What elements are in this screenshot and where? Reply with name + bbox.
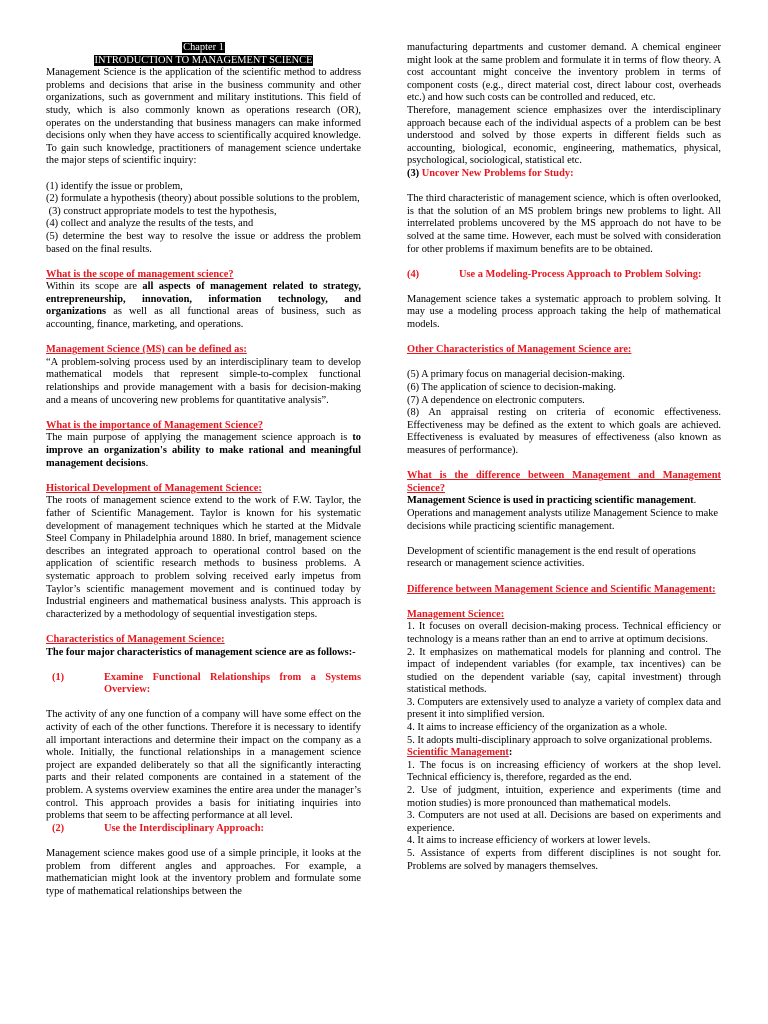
other-item: (7) A dependence on electronic computers. <box>407 394 585 406</box>
characteristic-1-heading: (1) Examine Functional Relationships from a Systems Overview: <box>52 671 361 696</box>
characteristic-2-paragraph: Management science makes good use of a simple principle, it looks at the problem from different angles and approaches. For example, a mathematician might look at the inventory problem and formulate some type of mathematical relationships between the <box>46 848 361 897</box>
scope-paragraph: Within its scope are all aspects of management related to strategy, entrepreneurship, innovation, information technology, and organizations as well as all functional areas of business, such as accounting, finance, marketing, and operations. <box>46 281 361 331</box>
characteristic-1-paragraph: The activity of any one function of a company will have some effect on the activity of each of the other functions. Therefore it is necessary to identify all important interactions and determine their impact on the company as a whole. Initially, the functional relationships in a management science project are expanded deliberately so that all the significantly interacting parts and their related components are contained in a statement of the problem. A systems overview examines the entire area under the manager’s control. This approach provides a basis for initiating inquiries into problems that seem to be affecting performance at all level. <box>46 709 361 822</box>
other-item: (8) An appraisal resting on criteria of economic effectiveness. Effectiveness may be defined as the extent to which goals are achieved. Effectiveness is evaluated by measures of effectiveness (also known as measures of performance). <box>407 407 721 456</box>
characteristics-heading: Characteristics of Management Science: <box>46 633 225 645</box>
difference-heading: What is the difference between Management and Management Science? <box>407 470 721 494</box>
ms-item: 5. It adopts multi-disciplinary approach to solve organizational problems. <box>407 734 713 746</box>
ms-item: 1. It focuses on overall decision-making process. Technical efficiency or technology is a means rather than an end to arrive at optimum decisions. <box>407 621 721 645</box>
step-item: (4) collect and analyze the results of the tests, and <box>46 218 254 230</box>
step-item: (2) formulate a hypothesis (theory) about possible solutions to the problem, <box>46 193 360 205</box>
scientific-management-heading: Scientific Management: <box>407 747 513 759</box>
chapter-title: INTRODUCTION TO MANAGEMENT SCIENCE <box>94 54 313 66</box>
other-characteristics-heading: Other Characteristics of Management Science are: <box>407 344 632 356</box>
sm-item: 2. Use of judgment, intuition, experience and experiments (time and motion studies) is more pronounced than mathematical models. <box>407 785 721 809</box>
history-paragraph: The roots of management science extend to the work of F.W. Taylor, the father of Scientific Management. Taylor is known for his systematic development of management techniques which he started at the Midvale Steel Company in Philadelphia around 1880. In brief, management science describes an integrated approach to operational control based on the application of scientific research methods to business problems. A systematic approach to problem solving received early impetus from Taylor’s scientific management movement and is continued today by Industrial engineers and mathematical business analysts. This approach is characterized by a methodology of sequential investigation steps. <box>46 495 361 620</box>
scope-heading: What is the scope of management science? <box>46 268 234 280</box>
characteristic-3-heading: (3) Uncover New Problems for Study: <box>407 167 574 179</box>
therefore-paragraph: Therefore, management science emphasizes over the interdisciplinary approach because each of the individual aspects of a problem can be best understood and solved by those experts in different fields such as accounting, biological, economic, engineering, mathematics, physical, psychological, sociological, statistical etc. <box>407 104 721 167</box>
characteristic-4-heading: (4) Use a Modeling-Process Approach to Problem Solving: <box>407 268 702 280</box>
characteristic-2-heading: (2) Use the Interdisciplinary Approach: <box>52 822 265 834</box>
history-heading: Historical Development of Management Science: <box>46 482 262 494</box>
characteristic-3-paragraph: The third characteristic of management science, which is often overlooked, is that the solution of an MS problem brings new problems to light. All interrelated problems uncovered by the MS approach do not have to be solved at the same time. However, each must be solved with consideration for other problems if maximum benefits are to be obtained. <box>407 193 721 255</box>
sm-item: 4. It aims to increase efficiency of workers at lower levels. <box>407 835 651 847</box>
importance-paragraph: The main purpose of applying the management science approach is to improve an organization's ability to make rational and meaningful management decisions. <box>46 432 361 469</box>
right-column <box>407 42 721 873</box>
characteristic-2-continued: manufacturing departments and customer demand. A chemical engineer might look at the same problem and formulate it in terms of flow theory. A cost accountant might conceive the inventory problem in terms of component costs (e.g., direct material cost, direct labour cost, overheads etc.) and how such costs can be controlled and reduced, etc. <box>407 42 721 104</box>
importance-heading: What is the importance of Management Science? <box>46 419 264 431</box>
left-column <box>46 42 361 898</box>
definition-paragraph: “A problem-solving process used by an interdisciplinary team to develop mathematical models that represent simple-to-complex functional relationships and provide management with a basis for decision-making and a means of uncovering new problems for quantitative analysis”. <box>46 356 361 406</box>
sm-item: 1. The focus is on increasing efficiency of workers at the shop level. Technical efficiency is, therefore, regarded as the end. <box>407 759 721 784</box>
sm-item: 3. Computers are not used at all. Decisions are based on experiments and experience. <box>407 810 721 834</box>
difference-paragraph: Management Science is used in practicing scientific management. Operations and management analysts utilize Management Science to make decisions while practicing scientific management. <box>407 495 719 532</box>
intro-paragraph: Management Science is the application of the scientific method to address problems and decisions that arise in the business community and other organizations, such as government and military institutions. This field of study, which is also commonly known as operations research (OR), operates on the understanding that business managers can make informed decisions only when they have access to scientifically acquired knowledge. To gain such knowledge, practitioners of management science undertake the major steps of scientific inquiry: <box>46 67 361 167</box>
difference-2-heading: Difference between Management Science and Scientific Management: <box>407 583 716 595</box>
step-item: (3) construct appropriate models to test the hypothesis, <box>46 205 277 217</box>
step-item: (1) identify the issue or problem, <box>46 180 183 192</box>
characteristic-4-paragraph: Management science takes a systematic approach to problem solving. It may use a modeling process approach taking the help of mathematical models. <box>407 293 721 331</box>
ms-item: 2. It emphasizes on mathematical models for planning and control. The impact of independent variables (for example, tax incentives) can be studied on the dependent variable (say, capital investment) through statistical methods. <box>407 646 721 696</box>
other-item: (5) A primary focus on managerial decision-making. <box>407 369 625 381</box>
step-item: (5) determine the best way to resolve the issue or address the problem based on the final results. <box>46 230 361 255</box>
ms-item: 3. Computers are extensively used to analyze a variety of complex data and present it into simplified version. <box>407 696 721 721</box>
definition-heading: Management Science (MS) can be defined as: <box>46 344 247 356</box>
characteristics-intro: The four major characteristics of management science are as follows:- <box>46 646 356 658</box>
chapter-label: Chapter 1 <box>183 42 224 53</box>
management-science-heading: Management Science: <box>407 608 505 620</box>
ms-item: 4. It aims to increase efficiency of the organization as a whole. <box>407 722 668 734</box>
other-item: (6) The application of science to decision-making. <box>407 382 616 394</box>
development-paragraph: Development of scientific management is the end result of operations research or management science activities. <box>407 545 696 570</box>
sm-item: 5. Assistance of experts from different disciplines is not sought for. Problems are solved by managers themselves. <box>407 848 721 872</box>
